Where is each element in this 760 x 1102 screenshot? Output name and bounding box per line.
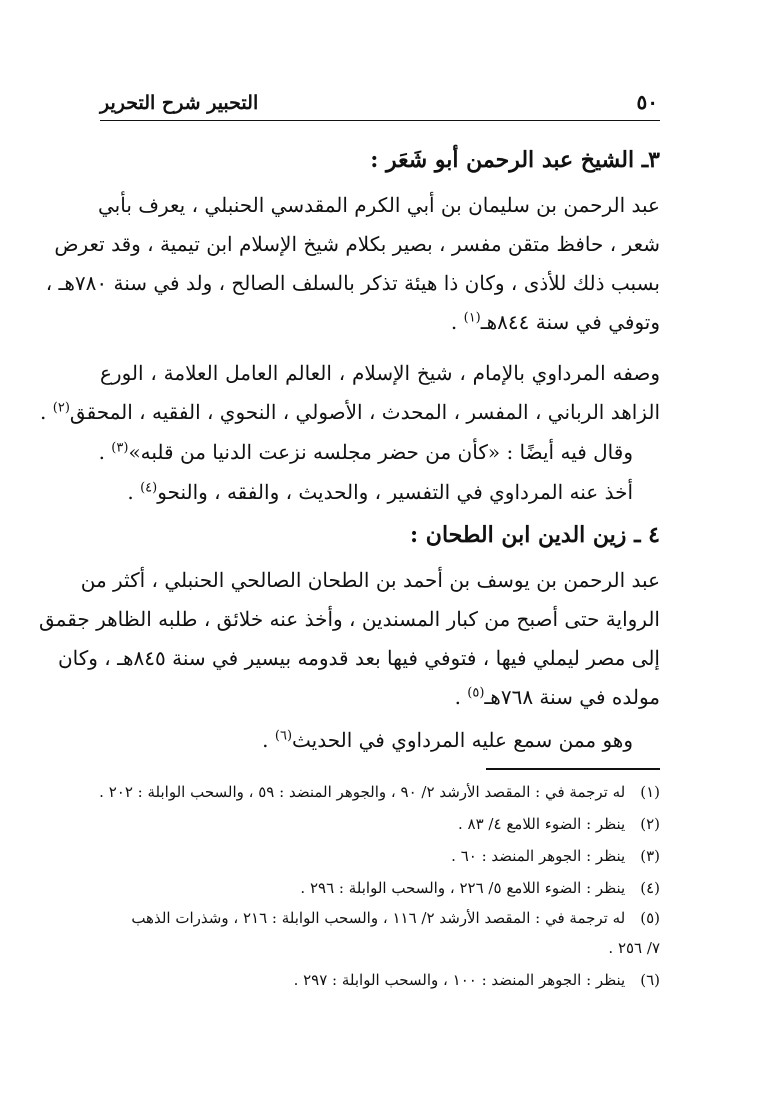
line-text: مولده في سنة ٧٦٨هـ bbox=[484, 685, 660, 709]
footnote-item bbox=[100, 968, 660, 992]
footnote-text: له ترجمة في : المقصد الأرشد ٢/ ٩٠ ، والجوهر المنضد : ٥٩ ، والسحب الوابلة : ٢٠٢ . bbox=[99, 783, 626, 801]
footnote-item bbox=[100, 812, 660, 836]
paragraph-line bbox=[100, 725, 633, 755]
footnote-number: (٤) bbox=[640, 879, 660, 897]
footnote-ref: (١) bbox=[463, 310, 481, 326]
paragraph-line bbox=[100, 437, 633, 467]
section-heading-3: ٣ـ الشيخ عبد الرحمن أبو شَعَر : bbox=[370, 147, 660, 173]
footnote-continuation: ٧/ ٢٥٦ . bbox=[608, 939, 660, 957]
page-number: ٥٠ bbox=[636, 90, 658, 114]
footnote-item bbox=[100, 906, 660, 930]
line-end: . bbox=[454, 685, 468, 709]
footnote-text: ينظر : الجوهر المنضد : ١٠٠ ، والسحب الوابلة : ٢٩٧ . bbox=[293, 971, 626, 989]
footnote-separator bbox=[486, 768, 660, 770]
footnote-number: (٣) bbox=[640, 847, 660, 865]
line-end: . bbox=[127, 480, 141, 504]
running-header bbox=[100, 88, 660, 124]
footnote-text: ينظر : الجوهر المنضد : ٦٠ . bbox=[451, 847, 626, 865]
line-end: . bbox=[450, 310, 464, 334]
footnote-number: (١) bbox=[640, 783, 660, 801]
paragraph-line: بسبب ذلك للأذى ، وكان ذا هيئة تذكر بالسلف الصالح ، ولد في سنة ٧٨٠هـ ، bbox=[45, 271, 660, 295]
paragraph-line bbox=[100, 682, 660, 712]
footnote-ref: (٤) bbox=[140, 480, 158, 496]
paragraph-line bbox=[100, 307, 660, 337]
footnote-ref: (٥) bbox=[467, 685, 485, 701]
footnote-ref: (٦) bbox=[274, 728, 293, 744]
header-rule bbox=[100, 120, 660, 121]
line-end: . bbox=[262, 728, 275, 752]
line-end: . bbox=[98, 440, 112, 464]
paragraph-line: إلى مصر ليملي فيها ، فتوفي فيها بعد قدومه بيسير في سنة ٨٤٥هـ ، وكان bbox=[57, 646, 660, 670]
paragraph-line: الرواية حتى أصبح من كبار المسندين ، وأخذ عنه خلائق ، طلبه الظاهر جقمق bbox=[39, 607, 660, 631]
footnote-ref: (٢) bbox=[52, 400, 70, 416]
footnote-text: ينظر : الضوء اللامع ٤/ ٨٣ . bbox=[457, 815, 626, 833]
running-title: التحبير شرح التحرير bbox=[100, 92, 259, 114]
line-text: وهو ممن سمع عليه المرداوي في الحديث bbox=[292, 728, 633, 752]
footnote-number: (٢) bbox=[640, 815, 660, 833]
paragraph-line: شعر ، حافظ متقن مفسر ، بصير بكلام شيخ الإسلام ابن تيمية ، وقد تعرض bbox=[54, 232, 660, 256]
line-text: أخذ عنه المرداوي في التفسير ، والحديث ، والفقه ، والنحو bbox=[157, 480, 633, 504]
paragraph-line: عبد الرحمن بن يوسف بن أحمد بن الطحان الصالحي الحنبلي ، أكثر من bbox=[80, 568, 660, 592]
footnote-ref: (٣) bbox=[111, 440, 129, 456]
line-text: الزاهد الرباني ، المفسر ، المحدث ، الأصولي ، النحوي ، الفقيه ، المحقق bbox=[69, 400, 660, 424]
paragraph-line: عبد الرحمن بن سليمان بن أبي الكرم المقدسي الحنبلي ، يعرف بأبي bbox=[98, 193, 660, 217]
footnote-item bbox=[100, 844, 660, 868]
line-text: وقال فيه أيضًا : «كأن من حضر مجلسه نزعت الدنيا من قلبه» bbox=[128, 440, 633, 464]
footnote-number: (٥) bbox=[640, 909, 660, 927]
footnote-item bbox=[100, 876, 660, 900]
paragraph-line bbox=[40, 397, 660, 427]
footnote-text: له ترجمة في : المقصد الأرشد ٢/ ١١٦ ، والسحب الوابلة : ٢١٦ ، وشذرات الذهب bbox=[131, 909, 626, 927]
paragraph-line: وصفه المرداوي بالإمام ، شيخ الإسلام ، العالم العامل العلامة ، الورع bbox=[100, 361, 660, 385]
footnote-item bbox=[100, 780, 660, 804]
paragraph-line bbox=[100, 477, 633, 507]
line-end: . bbox=[40, 400, 53, 424]
section-heading-4: ٤ ـ زين الدين ابن الطحان : bbox=[410, 522, 660, 548]
footnote-number: (٦) bbox=[640, 971, 660, 989]
line-text: وتوفي في سنة ٨٤٤هـ bbox=[480, 310, 660, 334]
footnote-text: ينظر : الضوء اللامع ٥/ ٢٢٦ ، والسحب الوابلة : ٢٩٦ . bbox=[300, 879, 626, 897]
